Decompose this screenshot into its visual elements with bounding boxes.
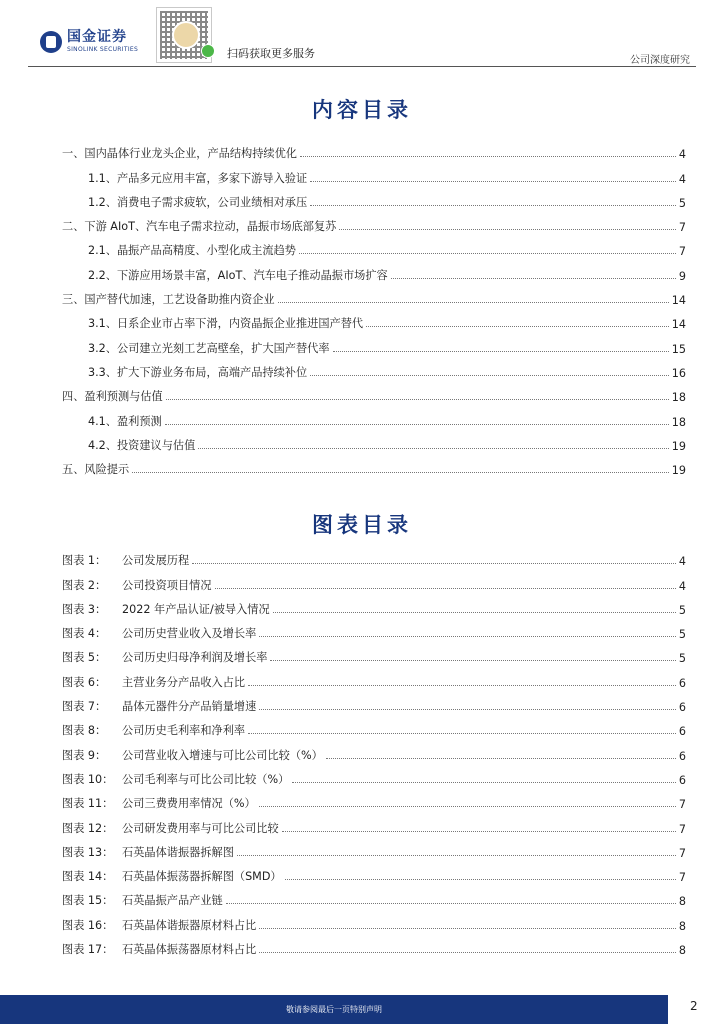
toc-entry-page: 15: [671, 342, 686, 356]
toc-entry-label: 1.2、消费电子需求疲软，公司业绩相对承压: [88, 195, 308, 209]
figure-number: 图表 8：: [62, 724, 107, 738]
figure-title: 石英晶体振荡器拆解图（SMD）: [122, 870, 282, 884]
dot-leader: [237, 855, 676, 856]
figure-entry[interactable]: [62, 884, 686, 908]
toc-entry-label: 2.1、晶振产品高精度、小型化成主流趋势: [88, 244, 296, 258]
figure-list: [62, 544, 686, 957]
dot-leader: [165, 424, 669, 425]
figures-title: 图表目录: [312, 513, 412, 537]
figure-title: 主营业务分产品收入占比: [122, 675, 246, 689]
toc-entry-label: 四、盈利预测与估值: [62, 390, 163, 404]
toc-entry[interactable]: [62, 186, 686, 210]
toc-entry-page: 19: [671, 464, 686, 478]
toc-entry[interactable]: [62, 429, 686, 453]
toc-entry-page: 4: [678, 172, 686, 186]
toc-entry-page: 14: [671, 294, 686, 308]
figure-page: 4: [678, 579, 686, 593]
figure-page: 4: [678, 555, 686, 569]
dot-leader: [326, 758, 676, 759]
dot-leader: [285, 879, 676, 880]
toc-entry[interactable]: [62, 356, 686, 380]
figure-entry[interactable]: [62, 860, 686, 884]
report-type-label: 公司深度研究: [630, 55, 690, 66]
toc-entry-label: 三、国产替代加速，工艺设备助推内资企业: [62, 293, 275, 307]
figure-page: 8: [678, 919, 686, 933]
toc-entry-label: 4.1、盈利预测: [88, 414, 162, 428]
figure-title: 公司历史毛利率和净利率: [122, 724, 246, 738]
figure-title: 公司三费费用率情况（%）: [122, 797, 256, 811]
toc-entry-page: 19: [671, 439, 686, 453]
figure-number: 图表 12：: [62, 821, 114, 835]
figure-title: 石英晶体振荡器原材料占比: [122, 943, 257, 957]
figure-entry[interactable]: [62, 811, 686, 835]
figure-title: 公司历史营业收入及增长率: [122, 627, 257, 641]
footer-disclaimer: 敬请参阅最后一页特别声明: [286, 1005, 382, 1014]
toc-entry-label: 2.2、下游应用场景丰富，AIoT、汽车电子推动晶振市场扩容: [88, 268, 388, 282]
figure-entry[interactable]: [62, 690, 686, 714]
toc-title: 内容目录: [312, 98, 412, 122]
figure-title: 晶体元器件分产品销量增速: [122, 700, 257, 714]
toc-entry[interactable]: [62, 234, 686, 258]
figure-number: 图表 15：: [62, 894, 114, 908]
dot-leader: [273, 612, 676, 613]
figure-number: 图表 16：: [62, 918, 114, 932]
figure-title: 2022 年产品认证/被导入情况: [122, 602, 270, 616]
dot-leader: [259, 928, 676, 929]
figure-entry[interactable]: [62, 617, 686, 641]
toc-entry-page: 5: [678, 196, 686, 210]
toc-entry-page: 18: [671, 391, 686, 405]
toc-entry[interactable]: [62, 161, 686, 185]
toc-entry[interactable]: [62, 380, 686, 404]
toc-entry-label: 五、风险提示: [62, 463, 130, 477]
figure-page: 6: [678, 676, 686, 690]
figure-entry[interactable]: [62, 933, 686, 957]
dot-leader: [192, 563, 676, 564]
toc-entry-page: 9: [678, 269, 686, 283]
dot-leader: [259, 636, 676, 637]
table-of-contents: [62, 137, 686, 477]
figure-title: 公司营业收入增速与可比公司比较（%）: [122, 748, 323, 762]
figure-entry[interactable]: [62, 665, 686, 689]
toc-entry-page: 7: [678, 245, 686, 259]
toc-entry[interactable]: [62, 137, 686, 161]
dot-leader: [310, 205, 676, 206]
toc-entry[interactable]: [62, 331, 686, 355]
figure-page: 7: [678, 798, 686, 812]
figure-page: 6: [678, 725, 686, 739]
toc-entry[interactable]: [62, 258, 686, 282]
figure-number: 图表 2：: [62, 578, 107, 592]
toc-entry-label: 4.2、投资建议与估值: [88, 438, 196, 452]
dot-leader: [248, 685, 676, 686]
figure-number: 图表 5：: [62, 651, 107, 665]
figure-number: 图表 14：: [62, 870, 114, 884]
figure-number: 图表 6：: [62, 675, 107, 689]
figure-entry[interactable]: [62, 714, 686, 738]
dot-leader: [248, 733, 676, 734]
figure-number: 图表 11：: [62, 797, 114, 811]
toc-entry-label: 3.2、公司建立光刻工艺高壁垒，扩大国产替代率: [88, 341, 330, 355]
figure-entry[interactable]: [62, 908, 686, 932]
dot-leader: [259, 952, 676, 953]
dot-leader: [366, 326, 669, 327]
wechat-icon: [201, 44, 215, 58]
toc-entry-page: 4: [678, 148, 686, 162]
dot-leader: [215, 588, 676, 589]
toc-entry-label: 二、下游 AIoT、汽车电子需求拉动，晶振市场底部复苏: [62, 220, 337, 234]
company-logo: [40, 30, 138, 53]
figure-number: 图表 9：: [62, 748, 107, 762]
toc-entry-label: 3.1、日系企业市占率下滑，内资晶振企业推进国产替代: [88, 317, 364, 331]
dot-leader: [278, 302, 669, 303]
figure-page: 5: [678, 628, 686, 642]
dot-leader: [270, 660, 675, 661]
figure-entry[interactable]: [62, 641, 686, 665]
dot-leader: [339, 229, 676, 230]
figure-number: 图表 1：: [62, 554, 107, 568]
dot-leader: [166, 399, 669, 400]
figure-title: 公司研发费用率与可比公司比较: [122, 821, 279, 835]
logo-chinese-name: 国金证券: [67, 29, 127, 45]
figure-entry[interactable]: [62, 787, 686, 811]
toc-entry[interactable]: [62, 453, 686, 477]
figure-number: 图表 7：: [62, 700, 107, 714]
toc-entry-page: 18: [671, 415, 686, 429]
figure-title: 石英晶振产品产业链: [122, 894, 223, 908]
figure-title: 公司毛利率与可比公司比较（%）: [122, 772, 290, 786]
dot-leader: [299, 253, 676, 254]
dot-leader: [226, 903, 676, 904]
logo-icon: [40, 31, 62, 53]
figure-number: 图表 10：: [62, 772, 114, 786]
toc-entry[interactable]: [62, 307, 686, 331]
toc-entry-page: 14: [671, 318, 686, 332]
figure-number: 图表 3：: [62, 602, 107, 616]
figure-number: 图表 4：: [62, 627, 107, 641]
dot-leader: [292, 782, 676, 783]
toc-entry[interactable]: [62, 404, 686, 428]
dot-leader: [259, 806, 676, 807]
toc-entry-page: 7: [678, 221, 686, 235]
dot-leader: [333, 351, 669, 352]
toc-entry-label: 一、国内晶体行业龙头企业，产品结构持续优化: [62, 147, 297, 161]
dot-leader: [198, 448, 668, 449]
dot-leader: [132, 472, 669, 473]
toc-entry[interactable]: [62, 283, 686, 307]
figure-entry[interactable]: [62, 593, 686, 617]
figure-page: 8: [678, 944, 686, 958]
dot-leader: [259, 709, 676, 710]
page-header: [0, 0, 724, 68]
figure-page: 7: [678, 846, 686, 860]
figure-page: 6: [678, 773, 686, 787]
figure-page: 6: [678, 701, 686, 715]
figure-entry[interactable]: [62, 836, 686, 860]
figure-page: 7: [678, 871, 686, 885]
figure-title: 石英晶体谐振器原材料占比: [122, 918, 257, 932]
figure-entry[interactable]: [62, 763, 686, 787]
dot-leader: [310, 375, 669, 376]
figure-number: 图表 17：: [62, 943, 114, 957]
toc-entry[interactable]: [62, 210, 686, 234]
toc-entry-label: 1.1、产品多元应用丰富，多家下游导入验证: [88, 171, 308, 185]
figure-title: 石英晶体谐振器拆解图: [122, 845, 234, 859]
figure-page: 6: [678, 749, 686, 763]
figure-title: 公司历史归母净利润及增长率: [122, 651, 268, 665]
figure-entry[interactable]: [62, 568, 686, 592]
dot-leader: [310, 181, 676, 182]
dot-leader: [391, 278, 676, 279]
figure-page: 5: [678, 603, 686, 617]
figure-entry[interactable]: [62, 738, 686, 762]
figure-entry[interactable]: [62, 544, 686, 568]
figure-title: 公司投资项目情况: [122, 578, 212, 592]
toc-entry-page: 16: [671, 366, 686, 380]
toc-entry-label: 3.3、扩大下游业务布局，高端产品持续补位: [88, 365, 308, 379]
figure-page: 5: [678, 652, 686, 666]
qr-caption: 扫码获取更多服务: [227, 47, 315, 60]
page-number: 2: [690, 999, 698, 1013]
dot-leader: [300, 156, 676, 157]
dot-leader: [282, 831, 676, 832]
header-divider: [28, 66, 696, 67]
figure-number: 图表 13：: [62, 845, 114, 859]
figure-page: 8: [678, 895, 686, 909]
figure-page: 7: [678, 822, 686, 836]
figure-title: 公司发展历程: [122, 554, 190, 568]
logo-english-name: SINOLINK SECURITIES: [67, 46, 139, 53]
